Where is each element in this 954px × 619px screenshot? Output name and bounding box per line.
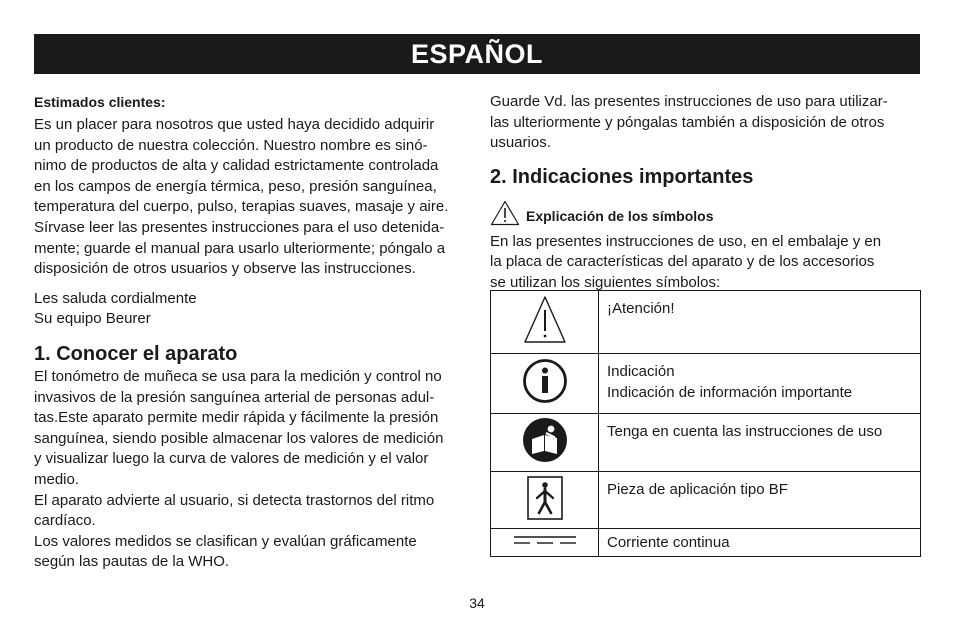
symbol-description-line: Tenga en cuenta las instrucciones de uso (607, 423, 883, 440)
table-row (491, 529, 921, 557)
symbol-icon-cell (491, 529, 599, 557)
text-line: la placa de características del aparato y de los accesorios (490, 253, 875, 271)
symbol-icon-cell (491, 291, 599, 354)
text-line: en los campos de energía térmica, peso, presión sanguínea, (34, 177, 437, 195)
symbol-description (599, 529, 921, 557)
text-line: Sírvase leer las presentes instrucciones para el uso detenida- (34, 218, 445, 236)
table-row (491, 472, 921, 529)
page-title: ESPAÑOL (410, 39, 543, 69)
symbol-description (599, 291, 921, 354)
symbols-heading (490, 198, 922, 226)
symbol-icon-cell (491, 354, 599, 414)
text-line: Los valores medidos se clasifican y evalúan gráficamente (34, 532, 417, 550)
section-2-heading: 2. Indicaciones importantes (490, 165, 754, 188)
text-line: En las presentes instrucciones de uso, en el embalaje y en (490, 232, 882, 250)
text-line: El tonómetro de muñeca se usa para la medición y control no (34, 367, 442, 385)
info-icon (522, 358, 568, 404)
left-column (34, 92, 464, 573)
symbol-description-line: Corriente continua (607, 534, 730, 551)
warning-triangle-icon (523, 295, 567, 345)
text-line: mente; guarde el manual para usarlo ulteriormente; póngalo a (34, 239, 446, 257)
symbols-table (490, 290, 921, 557)
symbol-icon-cell (491, 414, 599, 472)
text-line: disposición de otros usuarios y observe las instrucciones. (34, 260, 416, 278)
symbol-icon-cell (491, 472, 599, 529)
table-row (491, 291, 921, 354)
text-line: según las pautas de la WHO. (34, 553, 230, 571)
symbols-heading-label: Explicación de los símbolos (526, 207, 714, 224)
direct-current-icon (514, 533, 576, 547)
text-line: temperatura del cuerpo, pulso, terapias suaves, masaje y aire. (34, 198, 449, 216)
table-row (491, 354, 921, 414)
symbol-description-line: Indicación (607, 363, 675, 380)
text-line: nimo de productos de alta y calidad estrictamente controlada (34, 157, 439, 175)
text-line: El aparato advierte al usuario, si detecta trastornos del ritmo (34, 491, 435, 509)
symbol-description (599, 354, 921, 414)
text-line: Les saluda cordialmente (34, 289, 197, 307)
warning-triangle-icon (490, 200, 520, 226)
page-number: 34 (469, 595, 485, 611)
section-1-body (34, 367, 464, 573)
symbol-description (599, 414, 921, 472)
text-line: invasivos de la presión sanguínea arterial de personas adul- (34, 388, 435, 406)
symbol-description-line: Indicación de información importante (607, 383, 853, 401)
text-line: Su equipo Beurer (34, 310, 151, 328)
text-line: Guarde Vd. las presentes instrucciones de uso para utilizar- (490, 93, 888, 110)
greeting: Estimados clientes: (34, 94, 166, 110)
text-line: y visualizar luego la curva de valores de medición y el valor (34, 450, 429, 468)
symbol-description-line: ¡Atención! (607, 300, 675, 317)
symbol-description-line: Pieza de aplicación tipo BF (607, 481, 788, 498)
table-row (491, 414, 921, 472)
section-1-heading: 1. Conocer el aparato (34, 342, 238, 365)
closing-paragraph (34, 289, 464, 330)
type-bf-icon (527, 476, 563, 520)
intro-paragraph (34, 115, 464, 280)
text-line: cardíaco. (34, 512, 96, 530)
right-column (490, 92, 922, 294)
symbols-intro (490, 232, 922, 294)
text-line: tas.Este aparato permite medir rápida y fácilmente la presión (34, 409, 439, 427)
symbol-description (599, 472, 921, 529)
language-banner (34, 34, 920, 74)
text-line: un producto de nuestra colección. Nuestro nombre es sinó- (34, 136, 428, 154)
read-manual-icon (522, 417, 568, 463)
keep-instructions-paragraph (490, 92, 922, 154)
text-line: usuarios. (490, 134, 551, 152)
text-line: Es un placer para nosotros que usted haya decidido adquirir (34, 116, 435, 133)
text-line: las ulteriormente y póngalas también a disposición de otros (490, 113, 885, 131)
text-line: medio. (34, 470, 80, 488)
text-line: sanguínea, siendo posible almacenar los valores de medición (34, 429, 444, 447)
text-line: se utilizan los siguientes símbolos: (490, 273, 721, 291)
